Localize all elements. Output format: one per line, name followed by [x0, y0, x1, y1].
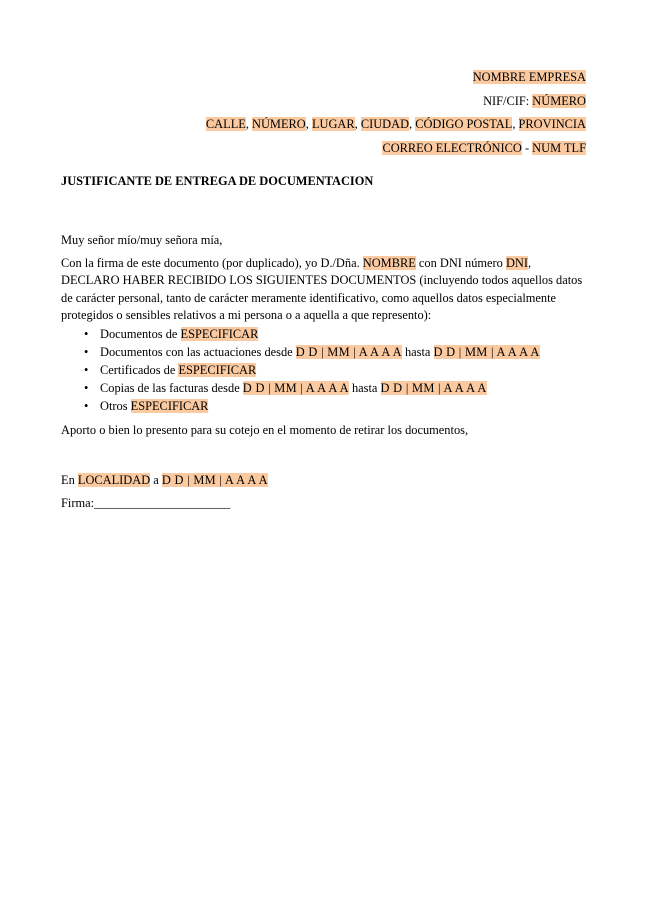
- date-to-field: D D | MM | A A A A: [433, 344, 540, 359]
- nif-line: [206, 90, 586, 114]
- list-item-text: Copias de las facturas desde: [100, 381, 243, 396]
- locality-field: LOCALIDAD: [77, 473, 151, 487]
- company-name-line: [206, 66, 586, 90]
- place-connector: a: [150, 473, 162, 487]
- list-item-text: Otros: [100, 399, 131, 414]
- list-item-text: Documentos de: [100, 326, 181, 341]
- place-prefix: En: [61, 473, 78, 487]
- nif-label: NIF/CIF:: [483, 93, 533, 108]
- specify-field: ESPECIFICAR: [178, 362, 257, 377]
- signature-line: Firma:______________________: [61, 496, 231, 510]
- list-item-text: Certificados de: [100, 362, 179, 377]
- name-field: NOMBRE: [362, 255, 416, 270]
- date-to-field: D D | MM | A A A A: [380, 381, 487, 396]
- province-field: PROVINCIA: [518, 117, 586, 131]
- dni-field: DNI: [505, 255, 528, 270]
- list-item-text: hasta: [401, 344, 434, 359]
- email-field: CORREO ELECTRÓNICO: [382, 140, 522, 155]
- specify-field: ESPECIFICAR: [130, 399, 209, 414]
- document-title: JUSTIFICANTE DE ENTREGA DE DOCUMENTACION: [61, 174, 374, 188]
- closing-paragraph: Aporto o bien lo presento para su cotejo en el momento de retirar los documentos,: [61, 422, 469, 437]
- greeting: Muy señor mío/muy señora mía,: [61, 233, 223, 247]
- list-item-text: hasta: [348, 381, 381, 396]
- company-name-field: NOMBRE EMPRESA: [472, 70, 586, 84]
- company-header: [206, 66, 586, 160]
- date-from-field: D D | MM | A A A A: [295, 344, 402, 359]
- address-line: CALLE, NÚMERO, LUGAR, CIUDAD, CÓDIGO POSTAL, PROVINCIA: [205, 117, 586, 131]
- nif-field: NÚMERO: [532, 93, 586, 108]
- list-item: [100, 343, 589, 361]
- phone-field: NUM TLF: [532, 140, 586, 155]
- street-number-field: NÚMERO: [252, 117, 306, 131]
- list-item: [100, 397, 589, 415]
- declaration-paragraph: [61, 255, 589, 325]
- list-item: [100, 361, 589, 379]
- declaration-text: Con la firma de este documento (por duplicado), yo D./Dña.: [61, 255, 363, 270]
- contact-line: [206, 137, 586, 161]
- documents-list: [61, 325, 589, 416]
- place-field: LUGAR: [311, 117, 355, 131]
- declaration-text: , DECLARO HABER RECIBIDO LOS SIGUIENTES DOCUMENTOS (incluyendo todos aquellos datos de carácter personal, tanto de carácter meramente identificativo, como aquellos datos especialmente protegidos o sensibles relativos a mi persona o a aquella a que represento):: [61, 255, 583, 322]
- contact-separator: -: [521, 140, 533, 155]
- specify-field: ESPECIFICAR: [180, 326, 259, 341]
- city-field: CIUDAD: [360, 117, 410, 131]
- date-from-field: D D | MM | A A A A: [242, 381, 349, 396]
- list-item-text: Documentos con las actuaciones desde: [100, 344, 296, 359]
- signature-date-field: D D | MM | A A A A: [161, 473, 268, 487]
- list-item: [100, 325, 589, 343]
- postal-code-field: CÓDIGO POSTAL: [415, 117, 513, 131]
- document-body: [61, 232, 589, 439]
- place-date-line: [61, 473, 268, 488]
- street-field: CALLE: [205, 117, 246, 131]
- list-item: [100, 379, 589, 397]
- declaration-text: con DNI número: [415, 255, 506, 270]
